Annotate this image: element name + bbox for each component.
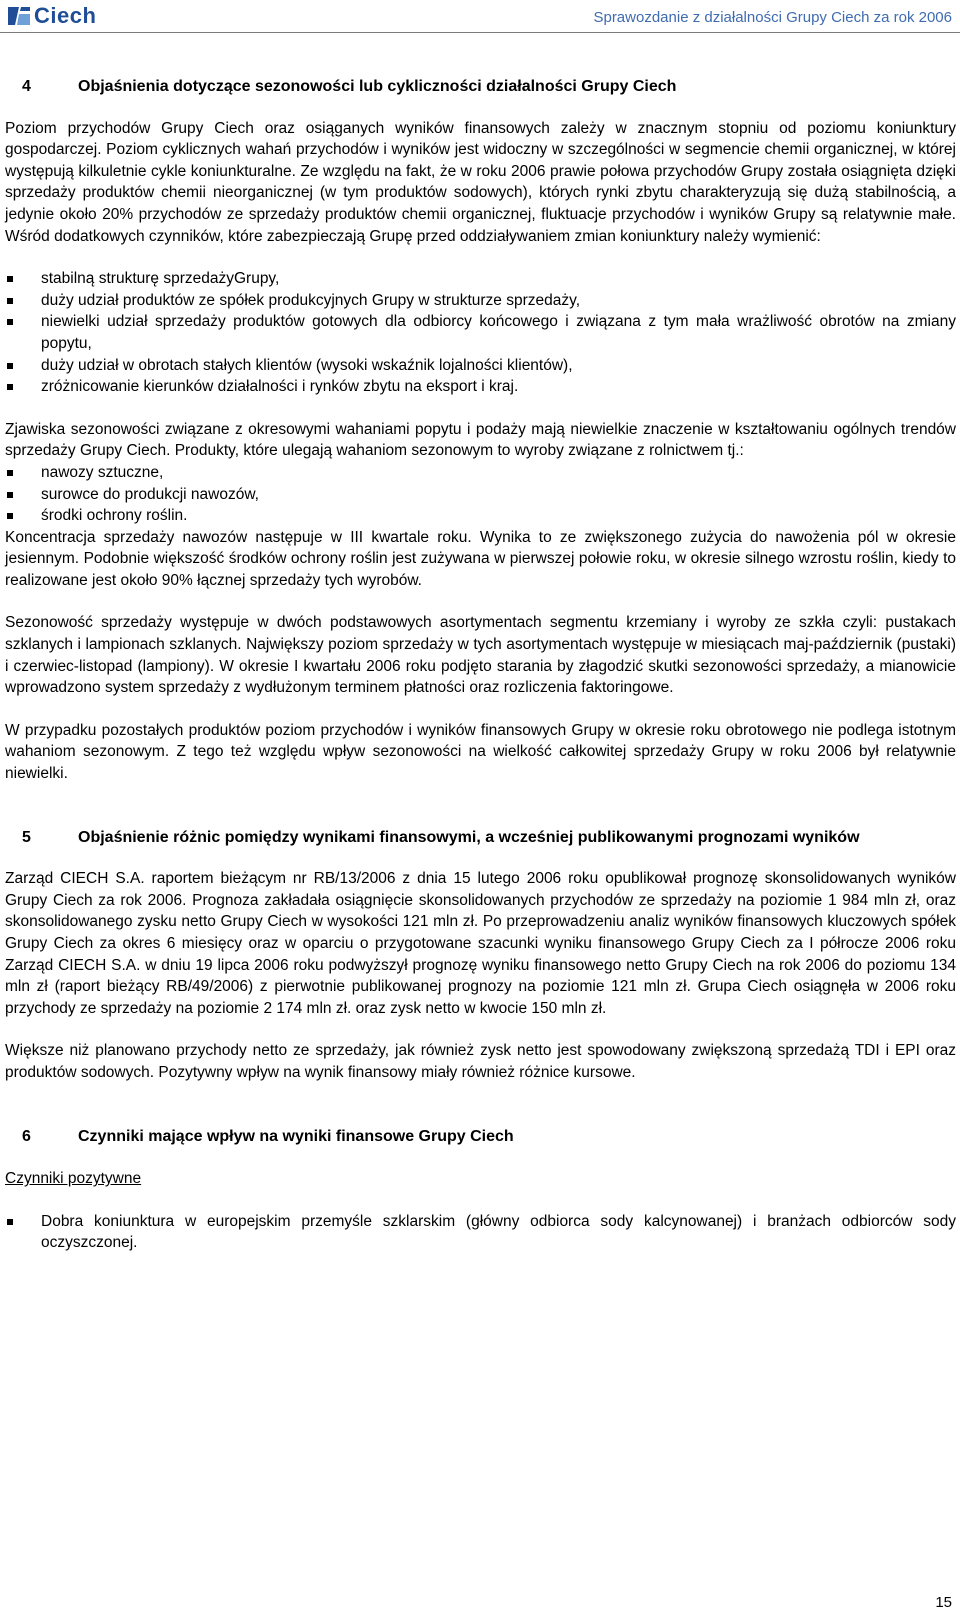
list-item: stabilną strukturę sprzedażyGrupy,: [5, 268, 956, 290]
list-item: nawozy sztuczne,: [5, 462, 956, 484]
ciech-logo: [6, 5, 96, 27]
section-number: 4: [22, 78, 31, 95]
list-item: niewielki udział sprzedaży produktów gotowych dla odbiorcy końcowego i związana z tym mała wrażliwość obrotów na zmiany popytu,: [5, 311, 956, 354]
bullet-list: [5, 268, 956, 398]
page-header: [0, 0, 960, 33]
logo-text: Ciech: [34, 3, 97, 28]
paragraph: Poziom przychodów Grupy Ciech oraz osiąganych wyników finansowych zależy w znacznym stopniu od poziomu koniunktury gospodarczej. Poziom cyklicznych wahań przychodów i wyników jest widoczny w szczególności w segmencie chemii organicznej, w której występują kilkuletnie cykle koniunkturalne. Ze względu na fakt, że w roku 2006 prawie połowa przychodów Grupy została osiągnięta dzięki sprzedaży produktów chemii nieorganicznej (w tym produktów sodowych), których rynki zbytu charakteryzują się dużą stabilnością, a jedynie około 20% przychodów ze sprzedaży produktów chemii organicznej, fluktuacje przychodów i wyników Grupy są relatywnie małe. Wśród dodatkowych czynników, które zabezpieczają Grupę przed oddziaływaniem zmian koniunktury należy wymienić:: [5, 119, 956, 245]
bullet-list: [5, 1211, 956, 1254]
paragraph: Zarząd CIECH S.A. raportem bieżącym nr RB/13/2006 z dnia 15 lutego 2006 roku opublikował prognozę skonsolidowanych wyników Grupy Ciech za rok 2006. Prognoza zakładała osiągnięcie skonsolidowanych przychodów ze sprzedaży na poziomie 1 984 mln zł, oraz skonsolidowanego zysku netto Grupy Ciech w wysokości 121 mln zł. Po przeprowadzeniu analiz wyników finansowych kluczowych spółek Grupy Ciech za okres 6 miesięcy oraz w oparciu o przygotowane szacunki wyniku finansowego Grupy Ciech za I półrocze 2006 roku Zarząd CIECH S.A. w dniu 19 lipca 2006 roku podwyższył prognozę wyniku finansowego netto Grupy Ciech na rok 2006 do poziomu 134 mln zł (raport bieżący RB/49/2006) z pierwotnie publikowanej prognozy na poziomie 121 mln zł. Grupa Ciech osiągnęła w 2006 roku przychody ze sprzedaży na poziomie 2 174 mln zł. oraz zysk netto w kwocie 150 mln zł.: [5, 870, 956, 1017]
paragraph: Zjawiska sezonowości związane z okresowymi wahaniami popytu i podaży mają niewielkie znaczenie w kształtowaniu ogólnych trendów sprzedaży Grupy Ciech. Produkty, które ulegają wahaniom sezonowym to wyroby związane z rolnictwem tj.:: [5, 420, 956, 460]
section-4-heading: [5, 76, 956, 98]
section-title: Czynniki mające wpływ na wyniki finansowe Grupy Ciech: [78, 1127, 514, 1145]
report-title: Sprawozdanie z działalności Grupy Ciech za rok 2006: [593, 9, 952, 26]
section-number: 6: [22, 1127, 31, 1145]
bullet-list: [5, 462, 956, 527]
page-number: 15: [935, 1594, 952, 1611]
list-item: Dobra koniunktura w europejskim przemyśle szklarskim (główny odbiorca sody kalcynowanej) i branżach odbiorców sody oczyszczonej.: [5, 1211, 956, 1254]
section-title: Objaśnienie różnic pomiędzy wynikami finansowymi, a wcześniej publikowanymi prognozami wyników: [78, 828, 860, 846]
list-item: zróżnicowanie kierunków działalności i rynków zbytu na eksport i kraj.: [5, 376, 956, 398]
section-6-heading: [5, 1126, 956, 1148]
list-item: duży udział produktów ze spółek produkcyjnych Grupy w strukturze sprzedaży,: [5, 290, 956, 312]
section-title: Objaśnienia dotyczące sezonowości lub cykliczności działalności Grupy Ciech: [78, 78, 677, 95]
paragraph: Sezonowość sprzedaży występuje w dwóch podstawowych asortymentach segmentu krzemiany i wyroby ze szkła czyli: pustakach szklanych i lampionach szklanych. Największy poziom sprzedaży w tych asortymentach występuje w miesiącach maj-październik (pustaki) i czerwiec-listopad (lampiony). W okresie I kwartału 2006 roku podjęto starania by złagodzić skutki sezonowości sprzedaży, a mianowicie wprowadzono system sprzedaży z wydłużonym terminem płatności oraz rozliczenia faktoringowe.: [5, 614, 956, 697]
paragraph: Koncentracja sprzedaży nawozów następuje w III kwartale roku. Wynika to ze zwiększonego zużycia do nawożenia pól w okresie jesiennym. Podobnie większość środków ochrony roślin jest zużywana w pierwszej połowie roku, w okresie silnego wzrostu roślin, kiedy to realizowane jest około 90% łącznej sprzedaży tych wyrobów.: [5, 528, 956, 589]
document-body: [5, 76, 956, 1254]
subheading: Czynniki pozytywne: [5, 1170, 142, 1188]
ciech-logo-icon: [6, 5, 32, 27]
list-item: duży udział w obrotach stałych klientów (wysoki wskaźnik lojalności klientów),: [5, 355, 956, 377]
paragraph: Większe niż planowano przychody netto ze sprzedaży, jak również zysk netto jest spowodowany zwiększoną sprzedażą TDI i EPI oraz produktów sodowych. Pozytywny wpływ na wynik finansowy miały również różnice kursowe.: [5, 1042, 956, 1081]
section-5-heading: [5, 827, 956, 849]
list-item: surowce do produkcji nawozów,: [5, 484, 956, 506]
section-number: 5: [22, 828, 31, 846]
paragraph: W przypadku pozostałych produktów poziom przychodów i wyników finansowych Grupy w okresie roku obrotowego nie podlega istotnym wahaniom sezonowym. Z tego też względu wpływ sezonowości na wielkość całkowitej sprzedaży Grupy w roku 2006 był relatywnie niewielki.: [5, 721, 956, 783]
list-item: środki ochrony roślin.: [5, 505, 956, 527]
